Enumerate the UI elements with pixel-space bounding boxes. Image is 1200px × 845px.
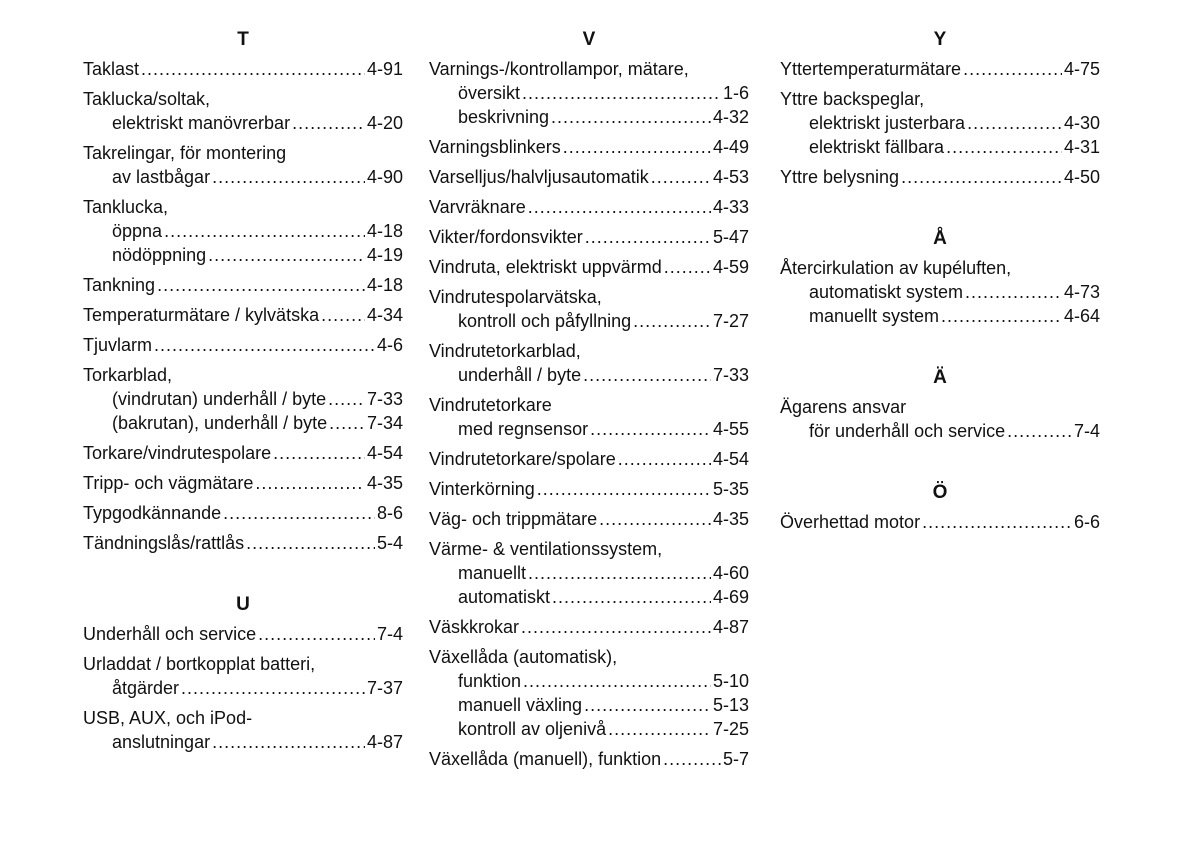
index-entry-line — [429, 537, 749, 561]
index-subentry — [429, 81, 749, 105]
index-entry-line — [83, 333, 403, 357]
page-reference: 7-34 — [366, 413, 403, 433]
index-subentry — [429, 105, 749, 129]
dot-leader — [181, 676, 365, 700]
index-subentry — [429, 669, 749, 693]
page-reference: 1-6 — [722, 83, 749, 103]
dot-leader — [633, 309, 711, 333]
index-section — [780, 366, 1100, 443]
index-entry — [83, 273, 403, 297]
index-section — [83, 593, 403, 754]
entry-term: manuellt — [458, 563, 527, 583]
index-entry — [780, 510, 1100, 534]
entry-term: Vinterkörning — [429, 479, 535, 499]
dot-leader — [522, 81, 721, 105]
index-entry — [83, 57, 403, 81]
index-entry-line — [83, 441, 403, 465]
entry-term: kontroll av oljenivå — [458, 719, 607, 739]
index-entry-line — [83, 195, 403, 219]
entry-term: Väg- och trippmätare — [429, 509, 598, 529]
index-entry-line — [83, 652, 403, 676]
page-reference: 4-69 — [712, 587, 749, 607]
page-reference: 5-4 — [376, 533, 403, 553]
index-subentry — [780, 304, 1100, 328]
dot-leader — [563, 135, 711, 159]
index-subentry — [429, 309, 749, 333]
entry-term: Typgodkännande — [83, 503, 222, 523]
entry-term: översikt — [458, 83, 521, 103]
dot-leader — [946, 135, 1062, 159]
index-subentry — [429, 417, 749, 441]
page-reference: 4-53 — [712, 167, 749, 187]
dot-leader — [651, 165, 711, 189]
dot-leader — [967, 111, 1062, 135]
dot-leader — [258, 622, 375, 646]
entry-term: anslutningar — [112, 732, 211, 752]
entry-term: av lastbågar — [112, 167, 211, 187]
dot-leader — [154, 333, 375, 357]
index-subentry — [83, 387, 403, 411]
index-subentry — [780, 111, 1100, 135]
entry-term: automatiskt system — [809, 282, 964, 302]
index-column — [429, 28, 749, 777]
entry-term: Värme- & ventilationssystem, — [429, 539, 663, 559]
page-reference: 5-47 — [712, 227, 749, 247]
dot-leader — [212, 730, 365, 754]
index-entry-line — [429, 339, 749, 363]
page-reference: 4-50 — [1063, 167, 1100, 187]
index-entry-line — [83, 706, 403, 730]
index-entry-line — [83, 57, 403, 81]
entry-term: Vindrutetorkare/spolare — [429, 449, 616, 469]
entry-term: åtgärder — [112, 678, 180, 698]
page-reference: 4-35 — [366, 473, 403, 493]
dot-leader — [963, 57, 1062, 81]
index-entry-line — [429, 57, 749, 81]
entry-term: Vindruta, elektriskt uppvärmd — [429, 257, 662, 277]
index-entry — [780, 395, 1100, 443]
dot-leader — [328, 387, 365, 411]
entry-term: Yttre belysning — [780, 167, 900, 187]
index-entry — [429, 135, 749, 159]
page-reference: 4-49 — [712, 137, 749, 157]
dot-leader — [583, 363, 711, 387]
entry-term: Tanklucka, — [83, 197, 169, 217]
entry-term: Takrelingar, för montering — [83, 143, 287, 163]
entry-term: med regnsensor — [458, 419, 589, 439]
index-entry — [83, 622, 403, 646]
dot-leader — [528, 195, 711, 219]
dot-leader — [552, 585, 711, 609]
entry-term: manuellt system — [809, 306, 940, 326]
index-entry — [429, 255, 749, 279]
index-entry-line — [429, 507, 749, 531]
index-entry — [429, 747, 749, 771]
index-subentry — [83, 219, 403, 243]
index-column — [780, 28, 1100, 540]
index-entry — [429, 225, 749, 249]
page-reference: 4-34 — [366, 305, 403, 325]
entry-term: kontroll och påfyllning — [458, 311, 632, 331]
index-entry-line — [429, 225, 749, 249]
index-entry-line — [780, 57, 1100, 81]
entry-term: Torkare/vindrutespolare — [83, 443, 272, 463]
dot-leader — [901, 165, 1062, 189]
dot-leader — [212, 165, 365, 189]
dot-leader — [537, 477, 711, 501]
index-entry — [429, 285, 749, 333]
index-entry — [429, 57, 749, 129]
dot-leader — [965, 280, 1062, 304]
dot-leader — [599, 507, 711, 531]
dot-leader — [321, 303, 365, 327]
entry-term: Yttre backspeglar, — [780, 89, 925, 109]
index-entry-line — [780, 510, 1100, 534]
section-letter: Ö — [932, 482, 948, 503]
index-subentry — [83, 243, 403, 267]
entry-term: Varvräknare — [429, 197, 526, 217]
index-subentry — [83, 730, 403, 754]
section-letter: Ä — [933, 367, 947, 388]
section-letter: Å — [933, 228, 947, 249]
dot-leader — [664, 255, 711, 279]
page-reference: 4-18 — [366, 221, 403, 241]
dot-leader — [551, 105, 711, 129]
dot-leader — [223, 501, 375, 525]
entry-term: Tändningslås/rattlås — [83, 533, 245, 553]
entry-term: öppna — [112, 221, 163, 241]
entry-term: Växellåda (manuell), funktion — [429, 749, 662, 769]
index-entry-line — [83, 363, 403, 387]
index-entry-line — [83, 87, 403, 111]
page-reference: 4-33 — [712, 197, 749, 217]
entry-term: Vindrutespolarvätska, — [429, 287, 602, 307]
page-reference: 4-54 — [712, 449, 749, 469]
index-subentry — [429, 693, 749, 717]
index-entry — [83, 333, 403, 357]
index-entry — [429, 339, 749, 387]
index-subentry — [83, 165, 403, 189]
index-section — [780, 227, 1100, 328]
page-reference: 4-75 — [1063, 59, 1100, 79]
index-entry-line — [429, 447, 749, 471]
section-letter: V — [582, 29, 596, 50]
index-subentry — [429, 717, 749, 741]
index-entry — [429, 507, 749, 531]
section-letter: Y — [933, 29, 947, 50]
page-reference: 4-64 — [1063, 306, 1100, 326]
dot-leader — [618, 447, 711, 471]
page-reference: 7-4 — [1073, 421, 1100, 441]
entry-term: elektriskt fällbara — [809, 137, 945, 157]
page-reference: 4-19 — [366, 245, 403, 265]
index-entry-line — [83, 501, 403, 525]
page-reference: 4-32 — [712, 107, 749, 127]
index-entry — [83, 195, 403, 267]
entry-term: (vindrutan) underhåll / byte — [112, 389, 327, 409]
entry-term: manuell växling — [458, 695, 583, 715]
index-entry — [83, 441, 403, 465]
index-subentry — [429, 363, 749, 387]
entry-term: underhåll / byte — [458, 365, 582, 385]
dot-leader — [157, 273, 365, 297]
dot-leader — [521, 615, 711, 639]
index-entry — [83, 501, 403, 525]
page-reference: 7-33 — [366, 389, 403, 409]
index-entry-line — [83, 622, 403, 646]
index-entry — [429, 165, 749, 189]
dot-leader — [329, 411, 365, 435]
page-reference: 4-20 — [366, 113, 403, 133]
entry-term: USB, AUX, och iPod- — [83, 708, 253, 728]
page-reference: 4-6 — [376, 335, 403, 355]
page-reference: 4-87 — [366, 732, 403, 752]
dot-leader — [585, 225, 711, 249]
dot-leader — [255, 471, 365, 495]
page-reference: 4-60 — [712, 563, 749, 583]
index-entry — [83, 363, 403, 435]
dot-leader — [922, 510, 1072, 534]
page-reference: 4-90 — [366, 167, 403, 187]
dot-leader — [584, 693, 711, 717]
page-reference: 8-6 — [376, 503, 403, 523]
index-entry-line — [429, 747, 749, 771]
section-letter: T — [237, 29, 249, 50]
dot-leader — [164, 219, 365, 243]
entry-term: för underhåll och service — [809, 421, 1006, 441]
index-entry — [780, 256, 1100, 328]
dot-leader — [523, 669, 711, 693]
entry-term: Väskkrokar — [429, 617, 520, 637]
index-subentry — [83, 111, 403, 135]
index-entry — [429, 393, 749, 441]
entry-term: Temperaturmätare / kylvätska — [83, 305, 320, 325]
entry-term: Underhåll och service — [83, 624, 257, 644]
index-entry — [83, 706, 403, 754]
index-entry — [780, 165, 1100, 189]
index-section — [83, 28, 403, 555]
dot-leader — [528, 561, 711, 585]
index-entry-line — [429, 393, 749, 417]
dot-leader — [208, 243, 365, 267]
index-entry — [429, 645, 749, 741]
index-subentry — [429, 585, 749, 609]
index-entry-line — [83, 141, 403, 165]
page-reference: 7-33 — [712, 365, 749, 385]
index-entry — [83, 652, 403, 700]
index-entry-line — [429, 165, 749, 189]
dot-leader — [590, 417, 711, 441]
index-subentry — [780, 280, 1100, 304]
entry-term: Vindrutetorkarblad, — [429, 341, 581, 361]
entry-term: Taklast — [83, 59, 140, 79]
entry-term: elektriskt manövrerbar — [112, 113, 291, 133]
entry-term: Ägarens ansvar — [780, 397, 907, 417]
dot-leader — [141, 57, 365, 81]
dot-leader — [663, 747, 721, 771]
entry-term: Vindrutetorkare — [429, 395, 552, 415]
index-column — [83, 28, 403, 760]
index-entry-line — [780, 87, 1100, 111]
dot-leader — [608, 717, 711, 741]
page-reference: 7-37 — [366, 678, 403, 698]
index-entry — [83, 303, 403, 327]
index-section — [780, 28, 1100, 189]
index-entry-line — [429, 135, 749, 159]
index-entry-line — [429, 285, 749, 309]
index-entry — [83, 471, 403, 495]
entry-term: Yttertemperaturmätare — [780, 59, 962, 79]
entry-term: Tripp- och vägmätare — [83, 473, 254, 493]
index-section — [780, 481, 1100, 534]
page-reference: 4-73 — [1063, 282, 1100, 302]
page-reference: 6-6 — [1073, 512, 1100, 532]
entry-term: Växellåda (automatisk), — [429, 647, 618, 667]
index-entry — [429, 615, 749, 639]
dot-leader — [1007, 419, 1072, 443]
section-letter: U — [236, 594, 250, 615]
entry-term: (bakrutan), underhåll / byte — [112, 413, 328, 433]
page-reference: 4-87 — [712, 617, 749, 637]
page-reference: 4-35 — [712, 509, 749, 529]
index-entry-line — [780, 395, 1100, 419]
index-subentry — [780, 419, 1100, 443]
index-entry-line — [83, 273, 403, 297]
page-reference: 7-27 — [712, 311, 749, 331]
index-subentry — [83, 411, 403, 435]
entry-term: Överhettad motor — [780, 512, 921, 532]
index-entry — [83, 531, 403, 555]
index-entry-line — [83, 531, 403, 555]
index-entry-line — [429, 645, 749, 669]
index-entry — [429, 537, 749, 609]
entry-term: Återcirkulation av kupéluften, — [780, 258, 1012, 278]
index-entry — [429, 477, 749, 501]
entry-term: automatiskt — [458, 587, 551, 607]
index-entry-line — [780, 165, 1100, 189]
entry-term: Tankning — [83, 275, 156, 295]
entry-term: Varselljus/halvljusautomatik — [429, 167, 649, 187]
entry-term: Urladdat / bortkopplat batteri, — [83, 654, 316, 674]
page-reference: 5-10 — [712, 671, 749, 691]
page-reference: 4-31 — [1063, 137, 1100, 157]
dot-leader — [246, 531, 375, 555]
entry-term: Torkarblad, — [83, 365, 173, 385]
dot-leader — [941, 304, 1062, 328]
entry-term: Vikter/fordonsvikter — [429, 227, 583, 247]
entry-term: Taklucka/soltak, — [83, 89, 211, 109]
index-entry-line — [83, 471, 403, 495]
entry-term: elektriskt justerbara — [809, 113, 966, 133]
index-entry-line — [429, 255, 749, 279]
index-entry-line — [83, 303, 403, 327]
index-entry — [83, 87, 403, 135]
index-entry-line — [780, 256, 1100, 280]
index-subentry — [83, 676, 403, 700]
index-entry-line — [429, 615, 749, 639]
page-reference: 5-35 — [712, 479, 749, 499]
entry-term: Varningsblinkers — [429, 137, 561, 157]
page-reference: 4-55 — [712, 419, 749, 439]
page-reference: 5-13 — [712, 695, 749, 715]
page-reference: 7-25 — [712, 719, 749, 739]
entry-term: nödöppning — [112, 245, 207, 265]
dot-leader — [292, 111, 365, 135]
page-reference: 4-91 — [366, 59, 403, 79]
index-entry-line — [429, 195, 749, 219]
entry-term: beskrivning — [458, 107, 550, 127]
index-entry — [429, 447, 749, 471]
index-entry-line — [429, 477, 749, 501]
entry-term: funktion — [458, 671, 522, 691]
index-subentry — [780, 135, 1100, 159]
index-entry — [780, 87, 1100, 159]
page-reference: 4-54 — [366, 443, 403, 463]
page-reference: 7-4 — [376, 624, 403, 644]
entry-term: Tjuvlarm — [83, 335, 153, 355]
index-entry — [83, 141, 403, 189]
entry-term: Varnings-/kontrollampor, mätare, — [429, 59, 689, 79]
page-reference: 4-59 — [712, 257, 749, 277]
dot-leader — [273, 441, 365, 465]
page-reference: 4-18 — [366, 275, 403, 295]
index-entry — [429, 195, 749, 219]
index-entry — [780, 57, 1100, 81]
page-reference: 4-30 — [1063, 113, 1100, 133]
index-section — [429, 28, 749, 771]
index-subentry — [429, 561, 749, 585]
page-reference: 5-7 — [722, 749, 749, 769]
